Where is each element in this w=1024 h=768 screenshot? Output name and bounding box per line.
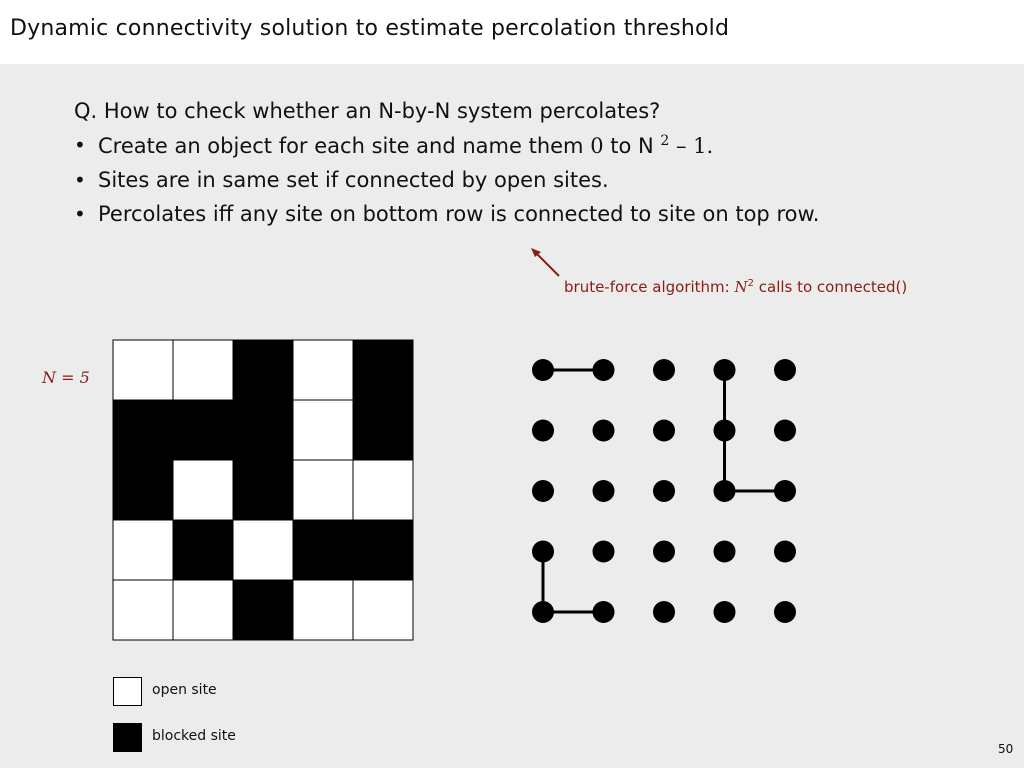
math-minus-one: – 1. bbox=[669, 134, 714, 158]
blocked-site-cell bbox=[173, 400, 233, 460]
blocked-site-cell bbox=[233, 580, 293, 640]
legend-open-swatch bbox=[113, 677, 142, 706]
site-node bbox=[532, 541, 554, 563]
site-node bbox=[593, 601, 615, 623]
open-site-cell bbox=[173, 340, 233, 400]
open-site-cell bbox=[293, 580, 353, 640]
note-var: N bbox=[734, 278, 748, 296]
site-node bbox=[593, 359, 615, 381]
bullet-text: Percolates iff any site on bottom row is connected to site on top row. bbox=[98, 202, 820, 226]
note-sup: 2 bbox=[747, 278, 754, 289]
site-node bbox=[593, 541, 615, 563]
site-node bbox=[714, 541, 736, 563]
bullet-text: Create an object for each site and name them bbox=[98, 134, 591, 158]
question-text: Q. How to check whether an N-by-N system percolates? bbox=[74, 99, 661, 123]
site-node bbox=[714, 601, 736, 623]
site-node bbox=[714, 480, 736, 502]
open-site-cell bbox=[173, 460, 233, 520]
site-node bbox=[774, 480, 796, 502]
blocked-site-cell bbox=[113, 460, 173, 520]
open-site-cell bbox=[293, 400, 353, 460]
blocked-site-cell bbox=[233, 400, 293, 460]
site-node bbox=[653, 480, 675, 502]
site-node bbox=[653, 420, 675, 442]
n-label: N = 5 bbox=[42, 368, 90, 387]
blocked-site-cell bbox=[173, 520, 233, 580]
page-number: 50 bbox=[998, 742, 1014, 756]
legend-blocked-swatch bbox=[113, 723, 142, 752]
site-node bbox=[774, 420, 796, 442]
note-text: brute-force algorithm: bbox=[564, 278, 735, 296]
open-site-cell bbox=[233, 520, 293, 580]
open-site-cell bbox=[353, 460, 413, 520]
site-node bbox=[532, 359, 554, 381]
open-site-cell bbox=[113, 520, 173, 580]
site-grid bbox=[113, 340, 413, 640]
bullet-text-mid: to N bbox=[603, 134, 661, 158]
site-node bbox=[653, 541, 675, 563]
blocked-site-cell bbox=[353, 400, 413, 460]
open-site-cell bbox=[113, 340, 173, 400]
site-node bbox=[714, 359, 736, 381]
blocked-site-cell bbox=[233, 460, 293, 520]
blocked-site-cell bbox=[113, 400, 173, 460]
open-site-cell bbox=[113, 580, 173, 640]
bullet-text: Sites are in same set if connected by open sites. bbox=[98, 167, 609, 192]
math-zero: 0 bbox=[590, 134, 604, 158]
slide-title: Dynamic connectivity solution to estimate percolation threshold bbox=[10, 16, 730, 41]
site-node bbox=[593, 420, 615, 442]
bullet-dot: • bbox=[74, 133, 86, 157]
site-node bbox=[774, 359, 796, 381]
blocked-site-cell bbox=[293, 520, 353, 580]
bullet-dot: • bbox=[74, 167, 86, 192]
site-node bbox=[532, 601, 554, 623]
bullet-dot: • bbox=[74, 202, 86, 226]
legend-open-label: open site bbox=[152, 682, 217, 698]
site-node bbox=[714, 420, 736, 442]
site-node bbox=[774, 541, 796, 563]
math-exponent: 2 bbox=[660, 133, 670, 149]
open-site-cell bbox=[353, 580, 413, 640]
legend-blocked-label: blocked site bbox=[152, 728, 236, 744]
annotation-arrow-line bbox=[536, 253, 559, 276]
blocked-site-cell bbox=[353, 340, 413, 400]
site-node bbox=[532, 480, 554, 502]
connectivity-graph bbox=[532, 359, 796, 623]
blocked-site-cell bbox=[233, 340, 293, 400]
site-node bbox=[653, 359, 675, 381]
blocked-site-cell bbox=[353, 520, 413, 580]
open-site-cell bbox=[293, 460, 353, 520]
note-after: calls to connected() bbox=[753, 278, 908, 296]
open-site-cell bbox=[293, 340, 353, 400]
site-node bbox=[653, 601, 675, 623]
site-node bbox=[593, 480, 615, 502]
site-node bbox=[532, 420, 554, 442]
site-node bbox=[774, 601, 796, 623]
open-site-cell bbox=[173, 580, 233, 640]
